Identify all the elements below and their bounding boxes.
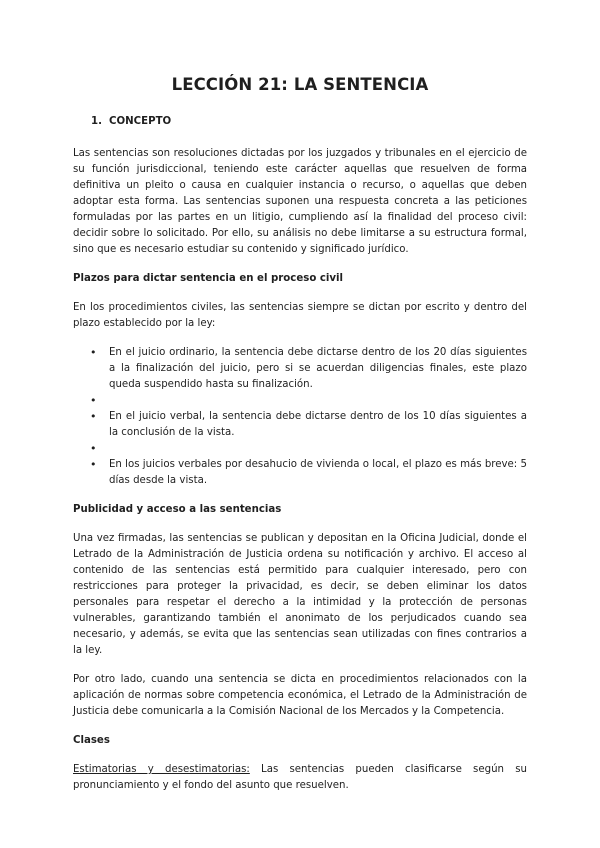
plazos-list [73, 345, 527, 489]
clases-heading: Clases [73, 735, 110, 746]
section-heading [91, 114, 527, 130]
section-label: CONCEPTO [109, 116, 172, 127]
plazos-paragraph: En los procedimientos civiles, las sentencias siempre se dictan por escrito y dentro del plazo establecido por la ley: [73, 302, 527, 329]
list-item [73, 393, 527, 409]
list-item: • En el juicio ordinario, la sentencia debe dictarse dentro de los 20 días siguientes a la finalización del juicio, pero si se acuerdan diligencias finales, este plazo queda suspendido hasta su finalización. [73, 345, 527, 393]
publicidad-paragraph-1: Una vez firmadas, las sentencias se publican y depositan en la Oficina Judicial, donde el Letrado de la Administración de Justicia ordena su notificación y archivo. El acceso al contenido de las sentencias está permitido para cualquier interesado, pero con restricciones para proteger la privacidad, es decir, se deben eliminar los datos personales para respetar el derecho a la intimidad y la protección de personas vulnerables, garantizando también el anonimato de los perjudicados cuando sea necesario, y además, se evita que las sentencias sean utilizadas con fines contrarios a la ley. [73, 533, 527, 656]
clases-term: Estimatorias y desestimatorias: [73, 764, 250, 775]
clases-paragraph [73, 762, 527, 794]
list-item: • En los juicios verbales por desahucio de vivienda o local, el plazo es más breve: 5 días desde la vista. [73, 457, 527, 489]
section-number: 1. [91, 116, 102, 127]
plazos-heading: Plazos para dictar sentencia en el proceso civil [73, 273, 344, 284]
list-item: • En el juicio verbal, la sentencia debe dictarse dentro de los 10 días siguientes a la conclusión de la vista. [73, 409, 527, 441]
page-title: LECCIÓN 21: LA SENTENCIA [171, 75, 429, 94]
publicidad-paragraph-2: Por otro lado, cuando una sentencia se dicta en procedimientos relacionados con la aplicación de normas sobre competencia económica, el Letrado de la Administración de Justicia debe comunicarla a la Comisión Nacional de los Mercados y la Competencia. [73, 674, 527, 717]
intro-paragraph: Las sentencias son resoluciones dictadas por los juzgados y tribunales en el ejercicio de su función jurisdiccional, teniendo este carácter aquellas que resuelven de forma definitiva un pleito o causa en cualquier instancia o recurso, o aquellas que deben adoptar esta forma. Las sentencias suponen una respuesta concreta a las peticiones formuladas por las partes en un litigio, cumpliendo así la finalidad del proceso civil: decidir sobre lo solicitado. Por ello, su análisis no debe limitarse a su estructura formal, sino que es necesario estudiar su contenido y significado jurídico. [73, 148, 527, 255]
list-item [73, 441, 527, 457]
publicidad-heading: Publicidad y acceso a las sentencias [73, 504, 282, 515]
clases-text: Las sentencias pueden clasificarse según su pronunciamiento y el fondo del asunto que resuelven. [73, 764, 527, 791]
